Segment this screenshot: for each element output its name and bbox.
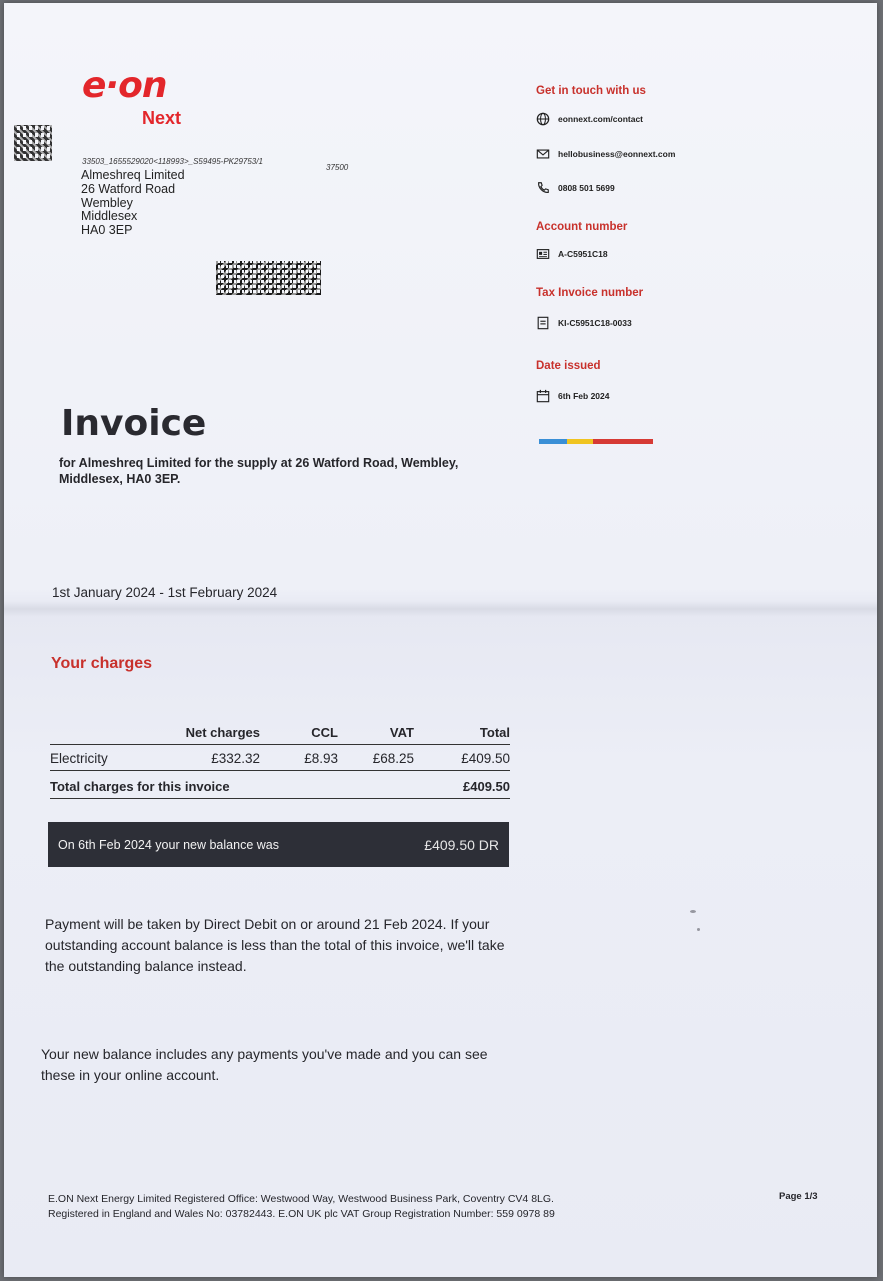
email-text: hellobusiness@eonnext.com: [558, 149, 676, 159]
new-balance-banner: [48, 822, 509, 867]
tax-invoice-value: KI-C5951C18-0033: [558, 318, 632, 328]
globe-icon: [536, 112, 550, 126]
charges-table: [50, 721, 510, 799]
total-label: Total charges for this invoice: [50, 771, 414, 799]
date-issued-heading: Date issued: [536, 360, 601, 372]
account-number: [536, 247, 608, 261]
invoice-title: Invoice: [61, 403, 207, 444]
paper-fold: [4, 601, 877, 617]
charges-heading: Your charges: [51, 655, 153, 672]
header-total: Total: [414, 721, 510, 745]
page-number: Page 1/3: [779, 1191, 818, 1202]
address-line: Wembley: [81, 195, 133, 210]
address-line: 26 Watford Road: [81, 181, 176, 196]
new-balance-label: On 6th Feb 2024 your new balance was: [58, 837, 279, 852]
header-item: [50, 721, 180, 745]
mailing-reference-number: 37500: [326, 163, 349, 172]
header-net-charges: Net charges: [180, 721, 260, 745]
footer-line: E.ON Next Energy Limited Registered Office: Westwood Way, Westwood Business Park, Coventry CV4 8LG.: [48, 1193, 554, 1205]
balance-info-note: Your new balance includes any payments you've made and you can see these in your online account.: [41, 1046, 488, 1083]
paper-smudge: [690, 910, 696, 913]
datamatrix-code: [14, 125, 52, 161]
date-issued-value: 6th Feb 2024: [558, 391, 610, 401]
tax-invoice-heading: Tax Invoice number: [536, 287, 644, 299]
stripe-blue: [539, 439, 567, 444]
brand-colour-stripe: [539, 439, 653, 444]
charge-net: £332.32: [180, 745, 260, 771]
stripe-yellow: [567, 439, 593, 444]
phone-icon: [536, 181, 550, 195]
invoice-subtitle: for Almeshreq Limited for the supply at 26 Watford Road, Wembley, Middlesex, HA0 3EP.: [59, 456, 459, 486]
address-line: HA0 3EP: [81, 223, 133, 238]
calendar-icon: [536, 389, 550, 403]
footer-line: Registered in England and Wales No: 03782443. E.ON UK plc VAT Group Registration Number: 559 0978 89: [48, 1208, 555, 1220]
new-balance-amount: £409.50 DR: [424, 836, 499, 853]
charge-vat: £68.25: [338, 745, 414, 771]
billing-period: 1st January 2024 - 1st February 2024: [52, 585, 278, 600]
total-row: [50, 771, 510, 799]
stripe-red: [593, 439, 653, 444]
eon-logo: e·on: [82, 65, 167, 106]
contact-email[interactable]: [536, 147, 675, 161]
tax-invoice-number: [536, 316, 632, 330]
mail-icon: [536, 147, 550, 161]
contact-heading: Get in touch with us: [536, 85, 646, 97]
id-card-icon: [536, 247, 550, 261]
phone-text: 0808 501 5699: [558, 183, 615, 193]
header-vat: VAT: [338, 721, 414, 745]
address-line: Almeshreq Limited: [81, 168, 185, 182]
charges-header-row: [50, 721, 510, 745]
contact-phone[interactable]: [536, 181, 615, 195]
total-value: £409.50: [414, 771, 510, 799]
charge-ccl: £8.93: [260, 745, 338, 771]
address-line: Middlesex: [81, 209, 138, 224]
charge-name: Electricity: [50, 745, 180, 771]
customer-address: [81, 169, 185, 238]
document-icon: [536, 316, 550, 330]
account-number-heading: Account number: [536, 221, 628, 233]
payment-note: Payment will be taken by Direct Debit on or around 21 Feb 2024. If your outstanding account balance is less than the total of this invoice, we'll take the outstanding balance instead.: [45, 916, 505, 974]
paper-smudge: [697, 928, 700, 931]
invoice-page: [4, 3, 877, 1277]
charge-total: £409.50: [414, 745, 510, 771]
table-row: [50, 745, 510, 771]
eon-logo-next: Next: [142, 108, 182, 128]
date-issued: [536, 389, 610, 403]
contact-website[interactable]: [536, 112, 643, 126]
website-text: eonnext.com/contact: [558, 114, 644, 124]
mailing-reference: 33503_1655529020<118993>_S59495-PK29753/1: [82, 157, 263, 166]
postal-barcode: [216, 261, 321, 295]
header-ccl: CCL: [260, 721, 338, 745]
account-number-value: A-C5951C18: [558, 249, 608, 259]
legal-footer: [48, 1192, 555, 1222]
